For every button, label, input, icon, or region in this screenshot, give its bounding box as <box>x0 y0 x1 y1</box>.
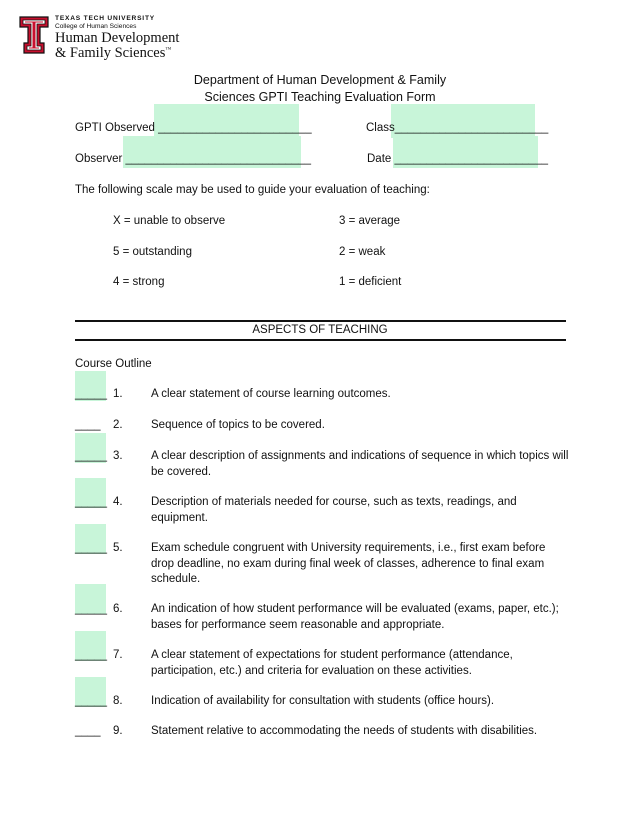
section-heading: ASPECTS OF TEACHING <box>252 324 388 336</box>
scale-item: 5 = outstanding <box>113 246 192 258</box>
scale-item: X = unable to observe <box>113 215 226 227</box>
logo-university: TEXAS TECH UNIVERSITY <box>55 15 155 22</box>
course-outline-heading: Course Outline <box>75 358 152 370</box>
rating-blank: _____ <box>75 496 107 508</box>
section-rule-top <box>75 320 566 322</box>
item-number: 5. <box>113 542 123 554</box>
item-text: Indication of availability for consultation with students (office hours). <box>151 695 495 707</box>
rating-blank: _____ <box>75 695 107 707</box>
rating-blank: ____ <box>75 419 101 431</box>
rating-blank: ____ <box>75 725 101 737</box>
item-text: A clear statement of course learning outcomes. <box>151 388 391 400</box>
rating-blank: _____ <box>75 603 107 615</box>
rating-blank: _____ <box>75 649 107 661</box>
item-number: 1. <box>113 388 123 400</box>
double-t-logo-icon <box>19 16 49 54</box>
scale-item: 2 = weak <box>339 246 386 258</box>
scale-item: 4 = strong <box>113 276 165 288</box>
logo-college: College of Human Sciences <box>55 23 137 30</box>
item-number: 4. <box>113 496 123 508</box>
class-label: Class________________________ <box>366 122 549 134</box>
scale-item: 1 = deficient <box>339 276 402 288</box>
form-title-line1: Department of Human Development & Family <box>193 73 447 87</box>
item-text: Statement relative to accommodating the needs of students with disabilities. <box>151 725 538 737</box>
rating-blank: _____ <box>75 542 107 554</box>
gpti-observed-label: GPTI Observed ________________________ <box>75 122 312 134</box>
observer-label: Observer _____________________________ <box>75 153 311 165</box>
scale-intro: The following scale may be used to guide your evaluation of teaching: <box>75 184 430 196</box>
logo-line2: & Family Sciences™ <box>55 45 172 61</box>
item-text: Sequence of topics to be covered. <box>151 419 325 431</box>
section-rule-bottom <box>75 339 566 341</box>
item-number: 7. <box>113 649 123 661</box>
item-number: 2. <box>113 419 123 431</box>
item-number: 8. <box>113 695 123 707</box>
logo-line1: Human Development <box>55 30 180 46</box>
item-number: 6. <box>113 603 123 615</box>
college-logo <box>19 14 209 60</box>
item-number: 3. <box>113 450 123 462</box>
rating-blank: _____ <box>75 388 107 400</box>
rating-blank: _____ <box>75 450 107 462</box>
item-text: An indication of how student performance will be evaluated (exams, paper, etc.); bases for performance seem reasonable and appropriate. <box>151 603 559 631</box>
item-number: 9. <box>113 725 123 737</box>
item-text: A clear statement of expectations for student performance (attendance, participation, etc.) and criteria for evaluation on these activities. <box>151 649 513 677</box>
item-text: Description of materials needed for course, such as texts, readings, and equipment. <box>151 496 517 524</box>
scale-item: 3 = average <box>339 215 401 227</box>
item-text: A clear description of assignments and indications of sequence in which topics will be covered. <box>151 450 569 478</box>
item-text: Exam schedule congruent with University requirements, i.e., first exam before drop deadline, no exam during final week of classes, adherence to final exam schedule. <box>151 542 546 585</box>
date-label: Date ________________________ <box>367 153 548 165</box>
form-title-line2: Sciences GPTI Teaching Evaluation Form <box>204 90 436 104</box>
